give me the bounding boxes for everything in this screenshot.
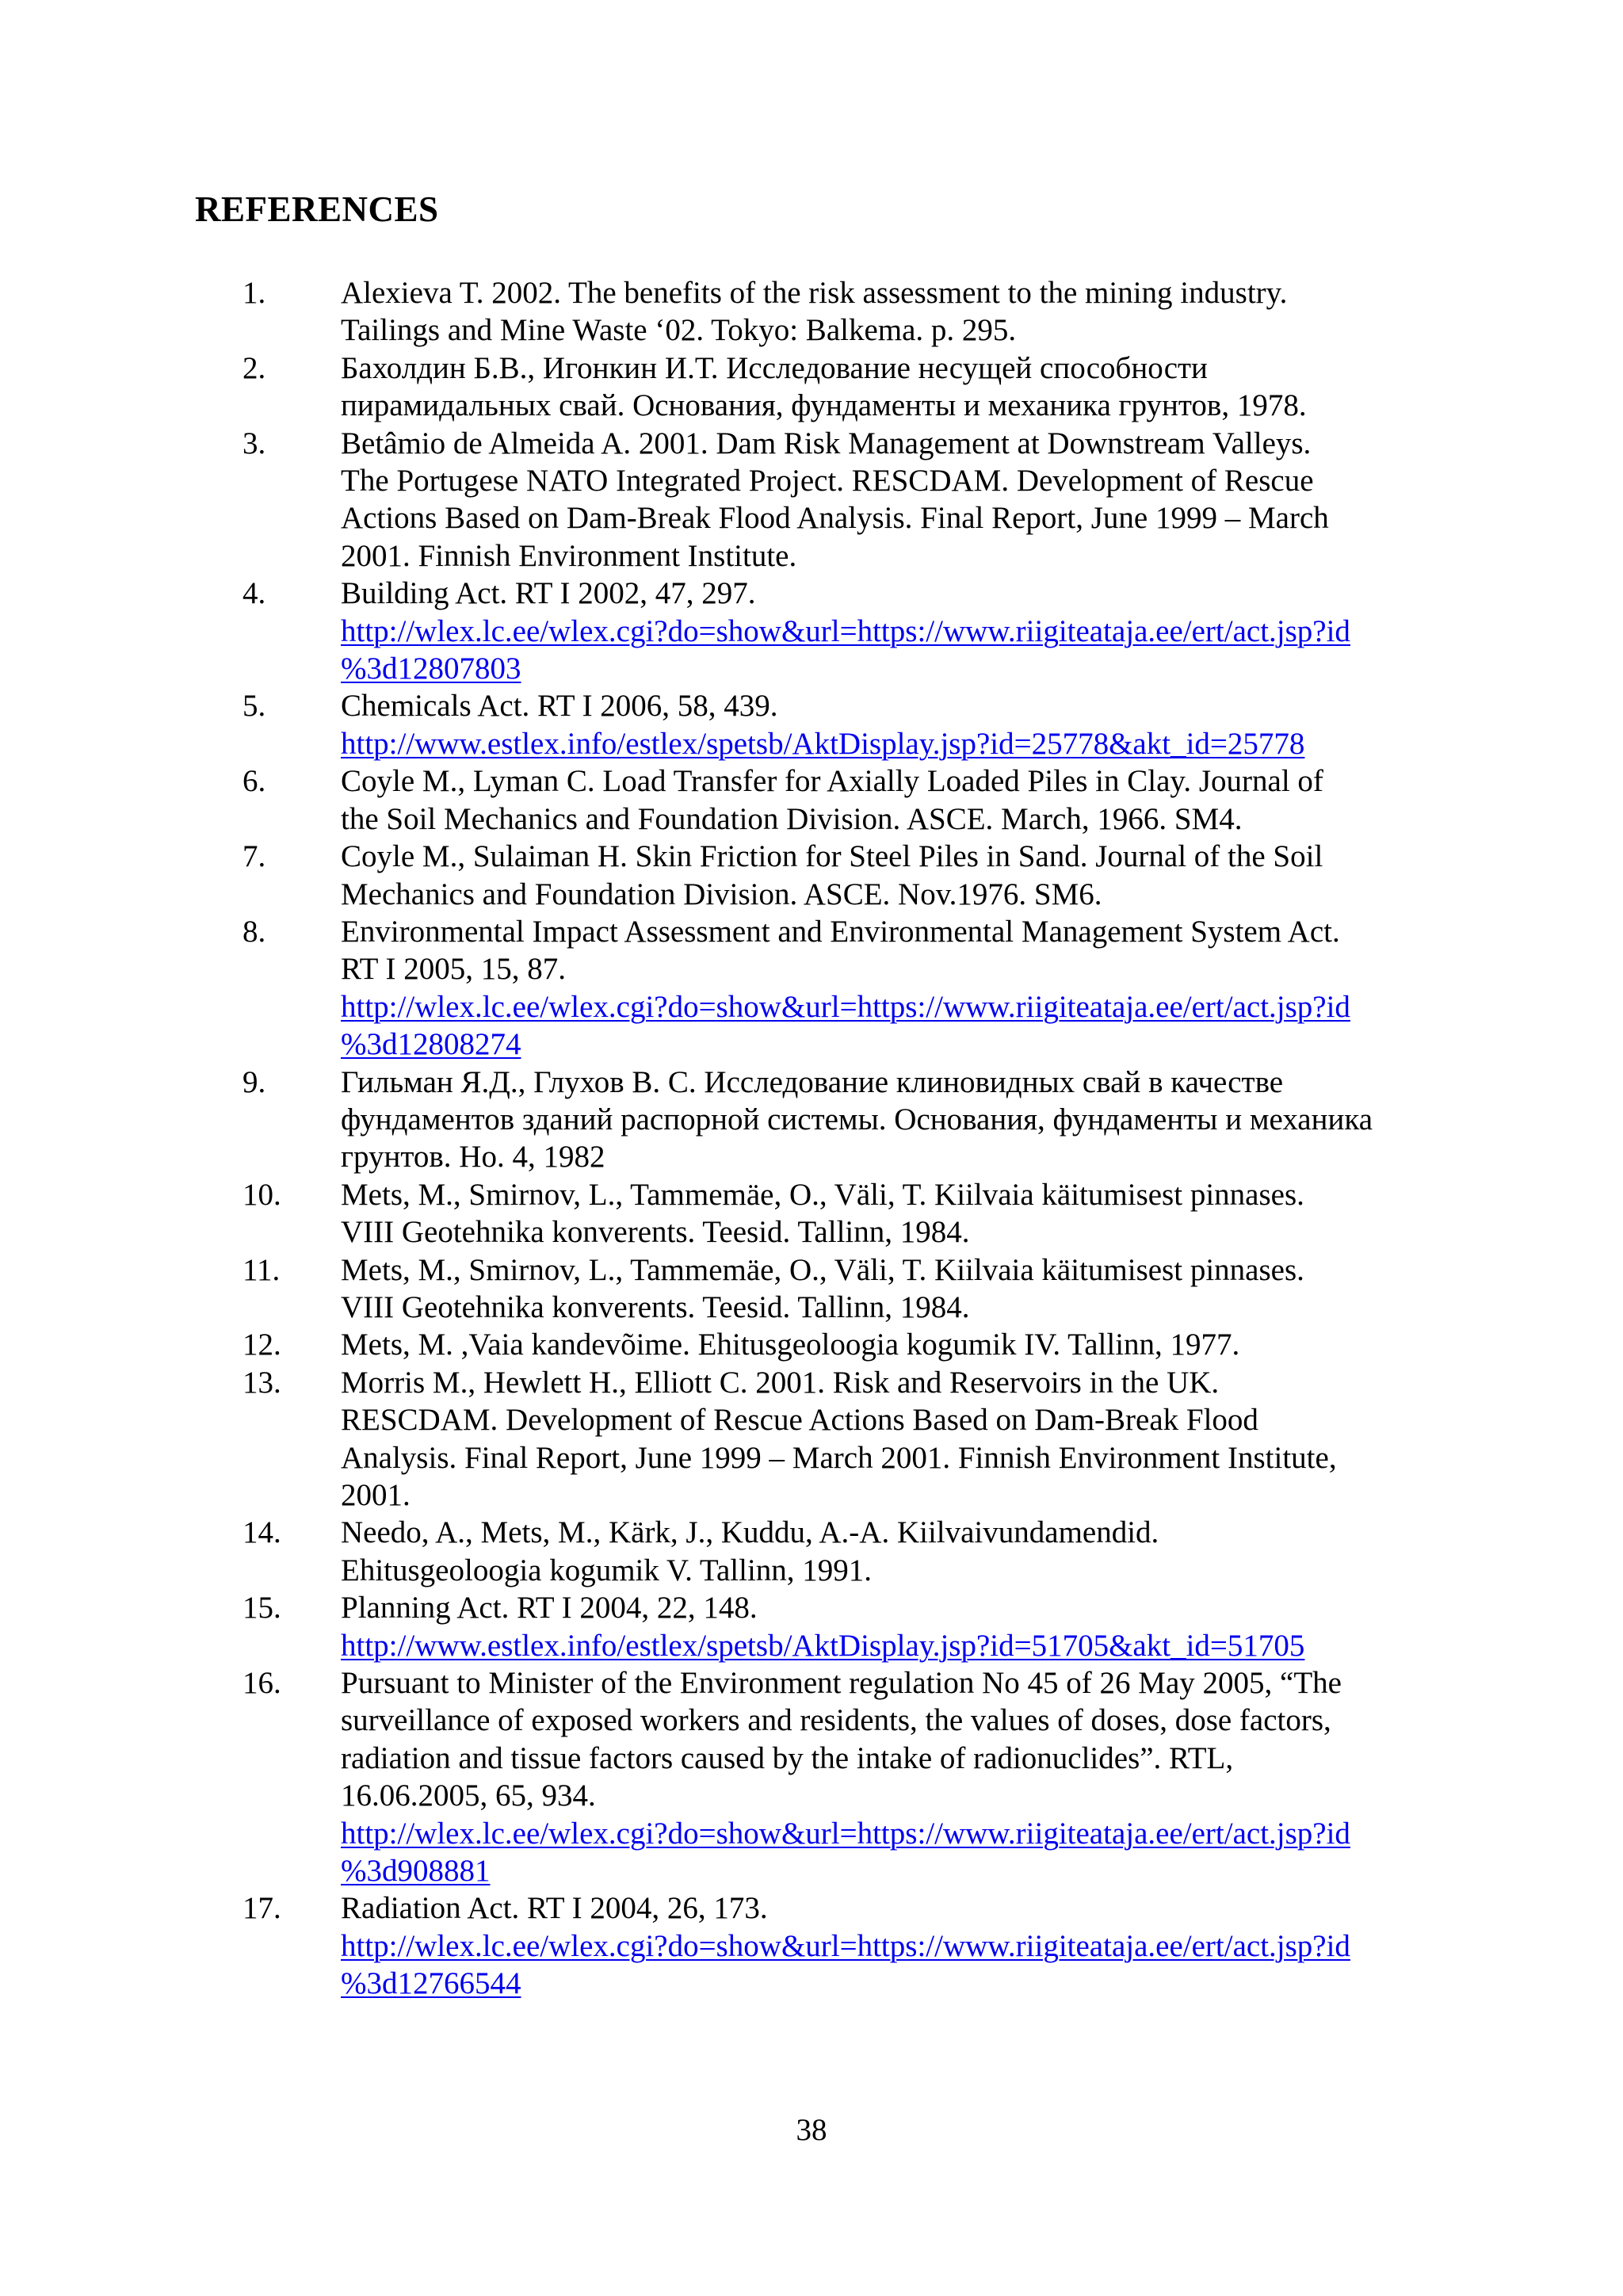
- reference-text-line: 2001. Finnish Environment Institute.: [341, 538, 797, 573]
- reference-number: 3.: [242, 426, 266, 460]
- reference-item: [0, 1589, 1623, 1664]
- reference-body: [341, 1251, 1434, 1327]
- reference-item: [0, 1251, 1623, 1327]
- reference-text-line: Betâmio de Almeida A. 2001. Dam Risk Management at Downstream Valleys.: [341, 426, 1312, 460]
- reference-link[interactable]: %3d12807803: [341, 651, 521, 686]
- reference-number: 13.: [242, 1365, 281, 1400]
- reference-text-line: Бахолдин Б.В., Игонкин И.Т. Исследование несущей способности: [341, 350, 1208, 385]
- reference-text-line: Analysis. Final Report, June 1999 – March 2001. Finnish Environment Institute,: [341, 1440, 1337, 1475]
- reference-body: [341, 1064, 1434, 1176]
- reference-body: [341, 838, 1434, 913]
- reference-text-line: Ehitusgeoloogia kogumik V. Tallinn, 1991.: [341, 1553, 873, 1587]
- reference-number: 11.: [242, 1252, 281, 1287]
- reference-item: [0, 687, 1623, 762]
- reference-item: [0, 575, 1623, 687]
- reference-number: 5.: [242, 689, 266, 724]
- reference-link[interactable]: %3d908881: [341, 1854, 491, 1889]
- reference-text-line: the Soil Mechanics and Foundation Division. ASCE. March, 1966. SM4.: [341, 801, 1243, 836]
- reference-text-line: Mechanics and Foundation Division. ASCE. Nov.1976. SM6.: [341, 877, 1102, 911]
- page-heading: REFERENCES: [195, 189, 439, 229]
- reference-text-line: radiation and tissue factors caused by the intake of radionuclides”. RTL,: [341, 1740, 1234, 1775]
- reference-text-line: 2001.: [341, 1478, 411, 1512]
- reference-number: 12.: [242, 1328, 281, 1362]
- reference-text-line: грунтов. Но. 4, 1982: [341, 1140, 605, 1175]
- reference-number: 7.: [242, 839, 266, 874]
- reference-number: 15.: [242, 1591, 281, 1626]
- reference-body: [341, 1364, 1434, 1515]
- reference-body: [341, 350, 1434, 425]
- reference-link[interactable]: http://wlex.lc.ee/wlex.cgi?do=show&url=https://www.riigiteataja.ee/ert/act.jsp?id: [341, 989, 1350, 1024]
- reference-number: 9.: [242, 1064, 266, 1099]
- reference-text-line: Mets, M., Smirnov, L., Tammemäe, O., Väli, T. Kiilvaia käitumisest pinnases.: [341, 1252, 1304, 1287]
- reference-number: 2.: [242, 350, 266, 385]
- reference-number: 8.: [242, 914, 266, 949]
- reference-body: [341, 1889, 1434, 2002]
- reference-item: [0, 1889, 1623, 2002]
- reference-text-line: Coyle M., Sulaiman H. Skin Friction for Steel Piles in Sand. Journal of the Soil: [341, 839, 1323, 874]
- reference-body: [341, 762, 1434, 838]
- reference-text-line: Pursuant to Minister of the Environment regulation No 45 of 26 May 2005, “The: [341, 1666, 1342, 1701]
- reference-text-line: surveillance of exposed workers and residents, the values of doses, dose factors,: [341, 1703, 1331, 1738]
- reference-link[interactable]: http://www.estlex.info/estlex/spetsb/AktDisplay.jsp?id=25778&akt_id=25778: [341, 726, 1305, 761]
- reference-link[interactable]: http://www.estlex.info/estlex/spetsb/AktDisplay.jsp?id=51705&akt_id=51705: [341, 1628, 1305, 1663]
- reference-item: [0, 1326, 1623, 1363]
- reference-number: 4.: [242, 576, 266, 611]
- page-number: 38: [796, 2113, 827, 2147]
- reference-text-line: RESCDAM. Development of Rescue Actions Based on Dam-Break Flood: [341, 1403, 1258, 1438]
- reference-text-line: Needo, A., Mets, M., Kärk, J., Kuddu, A.-A. Kiilvaivundamendid.: [341, 1515, 1159, 1550]
- reference-body: [341, 687, 1434, 762]
- reference-item: [0, 1364, 1623, 1515]
- reference-item: [0, 274, 1623, 350]
- reference-body: [341, 1664, 1434, 1889]
- reference-text-line: Building Act. RT I 2002, 47, 297.: [341, 576, 756, 611]
- reference-text-line: VIII Geotehnika konverents. Teesid. Tallinn, 1984.: [341, 1215, 970, 1250]
- reference-body: [341, 1589, 1434, 1664]
- reference-link[interactable]: http://wlex.lc.ee/wlex.cgi?do=show&url=https://www.riigiteataja.ee/ert/act.jsp?id: [341, 613, 1350, 648]
- reference-link[interactable]: http://wlex.lc.ee/wlex.cgi?do=show&url=https://www.riigiteataja.ee/ert/act.jsp?id: [341, 1928, 1350, 1963]
- reference-body: [341, 913, 1434, 1064]
- reference-text-line: Coyle M., Lyman C. Load Transfer for Axially Loaded Piles in Clay. Journal of: [341, 764, 1323, 799]
- reference-list: [0, 274, 1623, 2003]
- reference-item: [0, 425, 1623, 575]
- reference-item: [0, 1664, 1623, 1889]
- reference-text-line: The Portugese NATO Integrated Project. RESCDAM. Development of Rescue: [341, 464, 1314, 499]
- reference-text-line: пирамидальных свай. Основания, фундаменты и механика грунтов, 1978.: [341, 388, 1307, 423]
- reference-text-line: Radiation Act. RT I 2004, 26, 173.: [341, 1891, 768, 1926]
- reference-text-line: VIII Geotehnika konverents. Teesid. Tallinn, 1984.: [341, 1289, 970, 1324]
- reference-number: 17.: [242, 1891, 281, 1926]
- reference-number: 14.: [242, 1515, 281, 1550]
- reference-text-line: Alexieva T. 2002. The benefits of the risk assessment to the mining industry.: [341, 276, 1288, 310]
- reference-text-line: Mets, M., Smirnov, L., Tammemäe, O., Väli, T. Kiilvaia käitumisest pinnases.: [341, 1177, 1304, 1212]
- reference-item: [0, 913, 1623, 1064]
- reference-body: [341, 1514, 1434, 1589]
- reference-text-line: Гильман Я.Д., Глухов В. С. Исследование клиновидных свай в качестве: [341, 1064, 1284, 1099]
- reference-item: [0, 350, 1623, 425]
- reference-text-line: Tailings and Mine Waste ‘02. Tokyo: Balkema. p. 295.: [341, 313, 1017, 348]
- reference-number: 16.: [242, 1666, 281, 1701]
- reference-body: [341, 425, 1434, 575]
- reference-number: 6.: [242, 764, 266, 799]
- reference-number: 10.: [242, 1177, 281, 1212]
- reference-number: 1.: [242, 276, 266, 310]
- reference-text-line: RT I 2005, 15, 87.: [341, 952, 567, 987]
- reference-text-line: Chemicals Act. RT I 2006, 58, 439.: [341, 689, 778, 724]
- reference-text-line: Planning Act. RT I 2004, 22, 148.: [341, 1591, 758, 1626]
- reference-body: [341, 575, 1434, 687]
- reference-text-line: фундаментов зданий распорной системы. Основания, фундаменты и механика: [341, 1102, 1373, 1137]
- reference-text-line: Morris M., Hewlett H., Elliott C. 2001. Risk and Reservoirs in the UK.: [341, 1365, 1220, 1400]
- reference-link[interactable]: %3d12808274: [341, 1027, 521, 1062]
- reference-link[interactable]: http://wlex.lc.ee/wlex.cgi?do=show&url=https://www.riigiteataja.ee/ert/act.jsp?id: [341, 1816, 1350, 1851]
- reference-body: [341, 1326, 1434, 1363]
- reference-text-line: Mets, M. ,Vaia kandevõime. Ehitusgeoloogia kogumik IV. Tallinn, 1977.: [341, 1328, 1240, 1362]
- reference-item: [0, 1064, 1623, 1176]
- reference-body: [341, 274, 1434, 350]
- reference-body: [341, 1176, 1434, 1251]
- reference-item: [0, 1514, 1623, 1589]
- reference-text-line: 16.06.2005, 65, 934.: [341, 1778, 596, 1813]
- reference-text-line: Actions Based on Dam-Break Flood Analysis. Final Report, June 1999 – March: [341, 501, 1329, 536]
- reference-item: [0, 838, 1623, 913]
- reference-item: [0, 762, 1623, 838]
- reference-item: [0, 1176, 1623, 1251]
- reference-text-line: Environmental Impact Assessment and Environmental Management System Act.: [341, 914, 1340, 949]
- reference-link[interactable]: %3d12766544: [341, 1966, 521, 2001]
